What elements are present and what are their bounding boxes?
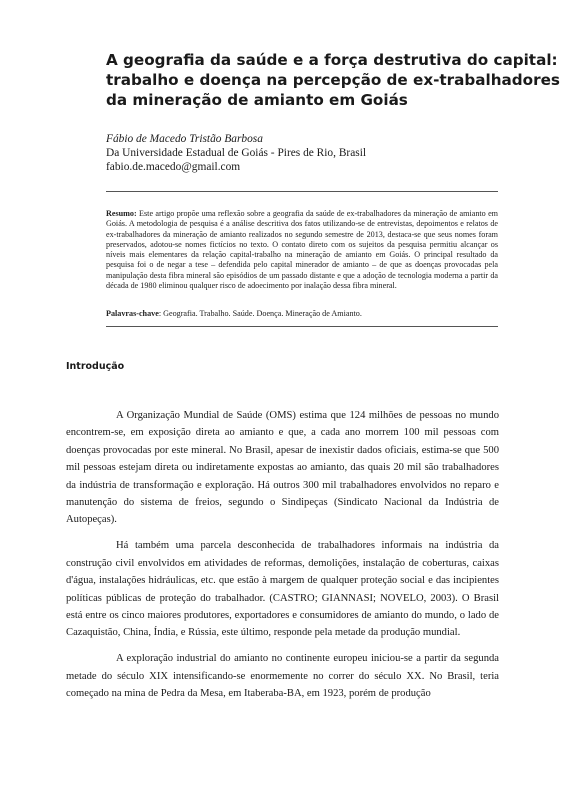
paragraph: Há também uma parcela desconhecida de trabalhadores informais na indústria da construção civil envolvidos em atividades de reformas, demolições, instalação de coberturas, caixas d'água, instalações hidráulicas, etc. que estão à margem de qualquer proteção social e das incipientes políticas públicas de proteção do trabalhador. (CASTRO; GIANNASI; NOVELO, 2003). O Brasil está entre os cinco maiores produtores, exportadores e consumidores de amianto do mundo, o lado de Cazaquistão, China, Índia, e Rússia, este último, responde pela metade da produção mundial.: [66, 540, 499, 639]
body-text: [66, 407, 499, 711]
abstract-label: Resumo:: [106, 209, 137, 218]
keywords-text: : Geografia. Trabalho. Saúde. Doença. Mineração de Amianto.: [158, 309, 362, 318]
divider-top: [106, 191, 498, 192]
title-line-2: trabalho e doença na percepção de ex-trabalhadores: [106, 71, 560, 89]
keywords-label: Palavras-chave: [106, 309, 159, 318]
abstract-text: Este artigo propõe uma reflexão sobre a geografia da saúde de ex-trabalhadores da mineração de amianto em Goiás. A metodologia de pesquisa é a análise descritiva dos fatos utilizando-se de entrevistas, depoimentos e relatos de ex-trabalhadores da mineração de amianto realizados no segundo semestre de 2013, destaca-se que seus nomes foram preservados, adotou-se nomes fictícios no texto. O contato direto com os sujeitos da pesquisa permitiu alcançar os níveis mais elementares da relação capital-trabalho na mineração de amianto em Goiás. O principal resultado da pesquisa foi o de negar a tese – defendida pelo capital minerador de amianto – de que as doenças provocadas pela manipulação desta fibra mineral são episódios de um passado distante e que a adoção de tecnologia moderna a partir da década de 1980 eliminou qualquer risco de adoecimento por inalação dessa fibra mineral.: [106, 209, 498, 291]
author-affiliation: Da Universidade Estadual de Goiás - Pires de Rio, Brasil: [106, 147, 367, 159]
paragraph: A Organização Mundial de Saúde (OMS) estima que 124 milhões de pessoas no mundo encontrem-se, em exposição direta ao amianto e que, a cada ano morrem 100 mil pessoas com doenças provocadas por este mineral. No Brasil, apesar de inexistir dados oficiais, estima-se que 500 mil pessoas estejam direta ou indiretamente expostas ao amianto, das quais 20 mil são trabalhadores da indústria de transformação e exploração. Há outros 300 mil trabalhadores envolvidos no reparo e manutenção do sistema de freios, segundo o Sindipeças (Sindicato Nacional da Indústria de Autopeças).: [66, 410, 499, 526]
author-block: [106, 132, 506, 174]
author-name: Fábio de Macedo Tristão Barbosa: [106, 133, 263, 145]
section-heading: Introdução: [66, 361, 125, 372]
paragraph: A exploração industrial do amianto no continente europeu iniciou-se a partir da segunda metade do século XIX intensificando-se enormemente no correr do século XX. No Brasil, teria começado na mina de Pedra da Mesa, em Itaberaba-BA, em 1923, porém de produção: [66, 653, 499, 700]
divider-bottom: [106, 326, 498, 327]
paper-title: [106, 50, 560, 110]
title-line-3: da mineração de amianto em Goiás: [106, 91, 408, 109]
author-email: fabio.de.macedo@gmail.com: [106, 161, 241, 173]
title-line-1: A geografia da saúde e a força destrutiva do capital:: [106, 51, 558, 69]
abstract: [106, 209, 498, 291]
keywords: [106, 309, 498, 319]
